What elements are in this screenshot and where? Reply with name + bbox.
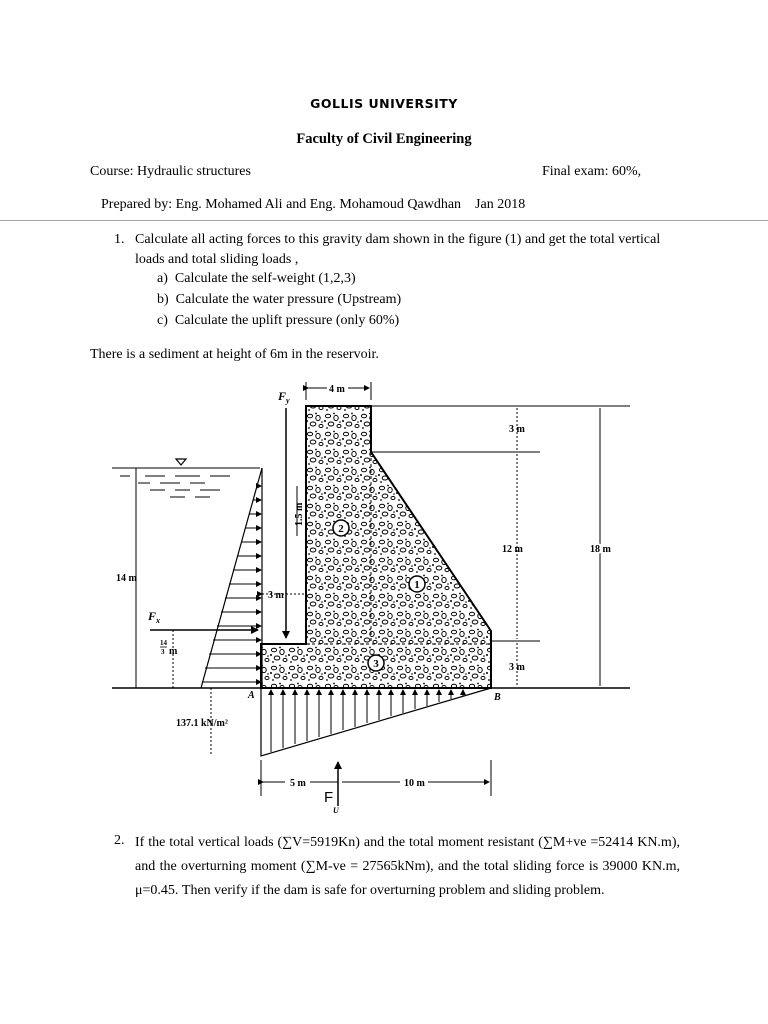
subitem-c-text: Calculate the uplift pressure (only 60%)	[174, 313, 400, 328]
question-2-number: 2.	[114, 833, 125, 848]
water-depth-label: 14 m	[116, 573, 137, 584]
five-m-label: 5 m	[290, 778, 306, 789]
point-b-label: B	[494, 692, 501, 703]
fu-subscript: U	[333, 806, 339, 815]
question-1-text: Calculate all acting forces to this gravity dam shown in the figure (1) and get the total vertical loads and total sliding loads ,	[135, 232, 661, 267]
fu-label: F	[324, 789, 334, 806]
region-3-label: 3	[373, 658, 379, 670]
third-height-frac-num: 14	[160, 639, 167, 647]
subitem-b-text: Calculate the water pressure (Upstream)	[175, 292, 402, 307]
final-exam-weight: Final exam: 60%,	[542, 164, 642, 179]
subitem-c	[157, 313, 399, 329]
subitem-b	[157, 292, 401, 308]
header-divider	[0, 220, 768, 221]
prepared-by-line	[101, 197, 525, 213]
water-surface	[112, 468, 260, 497]
sediment-note: There is a sediment at height of 6m in the reservoir.	[90, 347, 379, 362]
third-height-frac-den: 3	[161, 648, 165, 656]
region-2-label: 2	[338, 523, 344, 535]
three-m-left-label: 3 m	[268, 590, 284, 601]
prepared-by-text: Prepared by: Eng. Mohamed Ali and Eng. Mohamoud Qawdhan Jan 2018	[101, 197, 526, 212]
university-name: GOLLIS UNIVERSITY	[310, 96, 458, 111]
gravity-dam-figure	[90, 376, 668, 816]
course-line: Course: Hydraulic structures	[90, 164, 251, 179]
subitem-c-label: c)	[157, 313, 168, 328]
subitem-b-label: b)	[157, 292, 169, 307]
region-1-label: 1	[414, 579, 420, 591]
three-m-bottom-label: 3 m	[509, 662, 525, 673]
question-1-number: 1.	[114, 232, 125, 247]
uplift-pressure-label: 137.1 kN/m²	[176, 718, 228, 729]
ten-m-label: 10 m	[404, 778, 425, 789]
third-height-label: m	[169, 646, 178, 657]
subitem-a-label: a)	[157, 271, 168, 286]
subitem-a-text: Calculate the self-weight (1,2,3)	[174, 271, 356, 286]
subitem-a	[157, 271, 356, 287]
faculty-title: Faculty of Civil Engineering	[296, 131, 472, 147]
twelve-m-label: 12 m	[502, 544, 523, 555]
one-point-five-label: 1.5 m	[294, 502, 305, 526]
three-m-top-label: 3 m	[509, 424, 525, 435]
uplift-arrows	[271, 690, 463, 752]
question-2-text: If the total vertical loads (∑V=5919Kn) and the total moment resistant (∑M+ve =52414 KN.m), and the overturning moment (∑M-ve = 27565kNm), and the total sliding force is 39000 KN.m, μ=0.45. Then verify if the dam is safe for overturning problem and sliding problem.	[135, 835, 680, 898]
dam-body	[261, 406, 491, 688]
top-width-label: 4 m	[329, 384, 345, 395]
point-a-label: A	[248, 690, 255, 701]
fy-label: $F_y$	[278, 389, 290, 405]
fx-label: $F_x$	[148, 609, 161, 625]
eighteen-m-label: 18 m	[590, 544, 611, 555]
water-level-icon	[176, 459, 186, 465]
